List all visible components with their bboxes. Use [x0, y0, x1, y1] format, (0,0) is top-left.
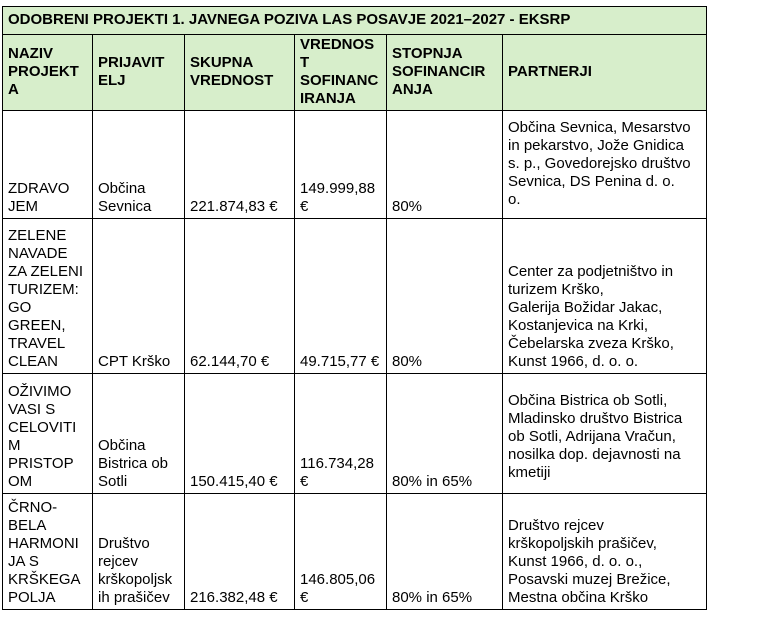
cell-prijavitelj: Občina Sevnica — [93, 111, 185, 219]
table-row — [3, 111, 707, 219]
header-skupna-vrednost: SKUPNA VREDNOST — [185, 35, 295, 111]
table-row — [3, 374, 707, 494]
cell-stopnja: 80% in 65% — [387, 374, 503, 494]
header-partnerji: PARTNERJI — [503, 35, 707, 111]
cell-partnerji: Center za podjetništvo in turizem Krško, Galerija Božidar Jakac, Kostanjevica na Krki, Čebelarska zveza Krško, Kunst 1966, d. o. o. — [503, 219, 707, 374]
cell-naziv: ZDRAVO JEM — [3, 111, 93, 219]
cell-partnerji: Občina Sevnica, Mesarstvo in pekarstvo, Jože Gnidica s. p., Govedorejsko društvo Sevnica, DS Penina d. o. o. — [503, 111, 707, 219]
table-row — [3, 219, 707, 374]
cell-partnerji: Društvo rejcev krškopoljskih prašičev, Kunst 1966, d. o. o., Posavski muzej Brežice, Mestna občina Krško — [503, 494, 707, 610]
cell-prijavitelj: CPT Krško — [93, 219, 185, 374]
header-naziv: NAZIV PROJEKT A — [3, 35, 93, 111]
cell-naziv: OŽIVIMO VASI S CELOVITI M PRISTOP OM — [3, 374, 93, 494]
table-row — [3, 494, 707, 610]
cell-naziv: ČRNO- BELA HARMONI JA S KRŠKEGA POLJA — [3, 494, 93, 610]
header-row — [3, 35, 707, 111]
cell-prijavitelj: Občina Bistrica ob Sotli — [93, 374, 185, 494]
cell-vrednost-sofinanciranja: 146.805,06 € — [295, 494, 387, 610]
table-title: ODOBRENI PROJEKTI 1. JAVNEGA POZIVA LAS POSAVJE 2021–2027 - EKSRP — [3, 7, 707, 35]
cell-vrednost-sofinanciranja: 116.734,28 € — [295, 374, 387, 494]
header-stopnja-sofinanciranja: STOPNJA SOFINANCIR ANJA — [387, 35, 503, 111]
cell-partnerji: Občina Bistrica ob Sotli, Mladinsko društvo Bistrica ob Sotli, Adrijana Vračun, nosilka dop. dejavnosti na kmetiji — [503, 374, 707, 494]
cell-skupna-vrednost: 150.415,40 € — [185, 374, 295, 494]
projects-table — [2, 6, 707, 610]
cell-stopnja: 80% in 65% — [387, 494, 503, 610]
cell-vrednost-sofinanciranja: 149.999,88 € — [295, 111, 387, 219]
cell-skupna-vrednost: 216.382,48 € — [185, 494, 295, 610]
cell-skupna-vrednost: 62.144,70 € — [185, 219, 295, 374]
cell-prijavitelj: Društvo rejcev krškopoljsk ih prašičev — [93, 494, 185, 610]
cell-stopnja: 80% — [387, 219, 503, 374]
header-vrednost-sofinanciranja: VREDNOS T SOFINANC IRANJA — [295, 35, 387, 111]
cell-stopnja: 80% — [387, 111, 503, 219]
header-prijavitelj: PRIJAVIT ELJ — [93, 35, 185, 111]
cell-vrednost-sofinanciranja: 49.715,77 € — [295, 219, 387, 374]
cell-naziv: ZELENE NAVADE ZA ZELENI TURIZEM: GO GREEN, TRAVEL CLEAN — [3, 219, 93, 374]
cell-skupna-vrednost: 221.874,83 € — [185, 111, 295, 219]
